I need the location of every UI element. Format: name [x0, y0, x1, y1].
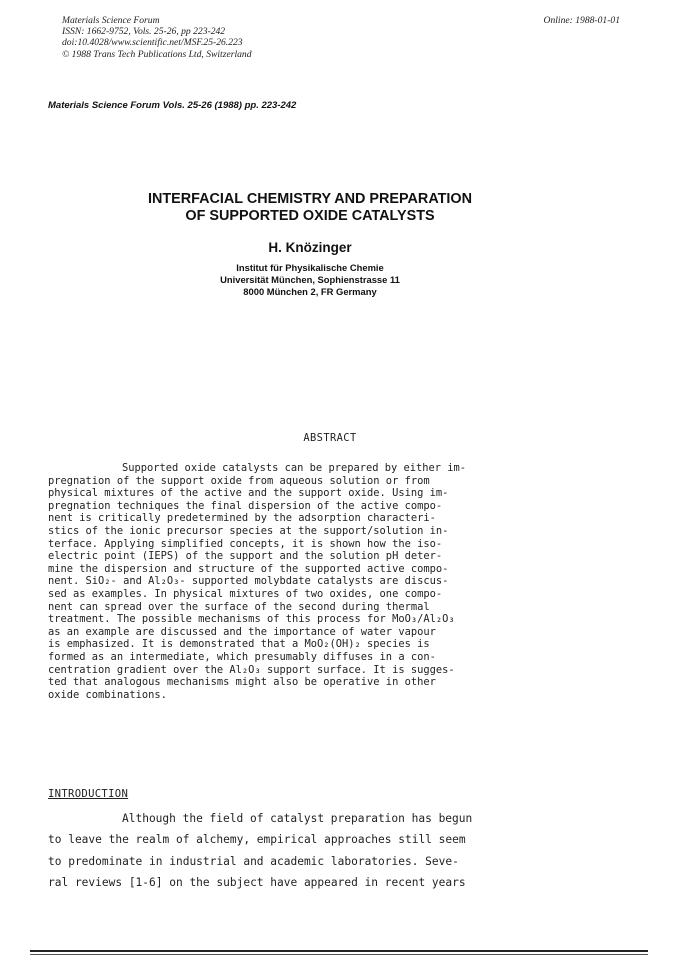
abstract-line: electric point (IEPS) of the support and the solution pH deter-: [48, 550, 443, 563]
affiliation-line: Universität München, Sophienstrasse 11: [220, 274, 400, 285]
abstract-line: sed as examples. In physical mixtures of two oxides, one compo-: [48, 587, 443, 600]
introduction-line: to leave the realm of alchemy, empirical approaches still seem: [48, 833, 466, 847]
abstract-heading: ABSTRACT: [303, 432, 357, 444]
author-name: H. Knözinger: [268, 240, 352, 255]
footer-rule: [30, 950, 648, 952]
paper-title: [0, 191, 620, 225]
affiliation: [0, 262, 620, 298]
meta-line: doi:10.4028/www.scientific.net/MSF.25-26.223: [62, 37, 243, 49]
citation-metadata: [62, 15, 252, 60]
abstract-line: Supported oxide catalysts can be prepared by either im-: [122, 462, 467, 474]
journal-line: Materials Science Forum Vols. 25-26 (1988) pp. 223-242: [48, 100, 297, 111]
abstract-line: terface. Applying simplified concepts, it is shown how the iso-: [48, 537, 443, 550]
introduction-heading: INTRODUCTION: [48, 788, 129, 800]
meta-line: © 1988 Trans Tech Publications Ltd, Switzerland: [62, 48, 252, 60]
title-line: OF SUPPORTED OXIDE CATALYSTS: [185, 208, 435, 224]
abstract-line: as an example are discussed and the importance of water vapour: [48, 625, 436, 638]
abstract-line: ted that analogous mechanisms might also be operative in other: [48, 676, 436, 689]
abstract-line: pregnation techniques the final dispersion of the active compo-: [48, 499, 443, 512]
introduction-line: Although the field of catalyst preparation has begun: [122, 812, 473, 825]
online-date: Online: 1988-01-01: [543, 15, 620, 26]
abstract-line: nent. SiO₂- and Al₂O₃- supported molybdate catalysts are discus-: [48, 575, 449, 588]
abstract-line: physical mixtures of the active and the support oxide. Using im-: [48, 487, 449, 500]
introduction-body: [48, 808, 616, 894]
abstract-line: stics of the ionic precursor species at the support/solution in-: [48, 524, 449, 537]
abstract-line: centration gradient over the Al₂O₃ support surface. It is sugges-: [48, 663, 455, 676]
abstract-line: formed as an intermediate, which presumably diffuses in a con-: [48, 650, 436, 663]
abstract-line: treatment. The possible mechanisms of this process for MoO₃/Al₂O₃: [48, 613, 455, 626]
meta-line: Materials Science Forum: [62, 15, 160, 26]
abstract-line: pregnation of the support oxide from aqueous solution or from: [48, 474, 430, 487]
abstract-line: oxide combinations.: [48, 688, 167, 701]
introduction-line: ral reviews [1-6] on the subject have appeared in recent years: [48, 876, 466, 890]
introduction-line: to predominate in industrial and academic laboratories. Seve-: [48, 854, 459, 868]
abstract-line: is emphasized. It is demonstrated that a MoO₂(OH)₂ species is: [48, 638, 430, 651]
abstract-line: mine the dispersion and structure of the supported active compo-: [48, 562, 449, 575]
title-line: INTERFACIAL CHEMISTRY AND PREPARATION: [147, 191, 473, 207]
abstract-body: [48, 462, 616, 701]
abstract-line: nent is critically predetermined by the adsorption characteri-: [48, 512, 436, 525]
meta-line: ISSN: 1662-9752, Vols. 25-26, pp 223-242: [62, 26, 226, 38]
affiliation-line: 8000 München 2, FR Germany: [243, 286, 377, 297]
affiliation-line: Institut für Physikalische Chemie: [236, 262, 384, 273]
footer-rule-thin: [30, 954, 648, 955]
abstract-line: nent can spread over the surface of the second during thermal: [48, 600, 430, 613]
